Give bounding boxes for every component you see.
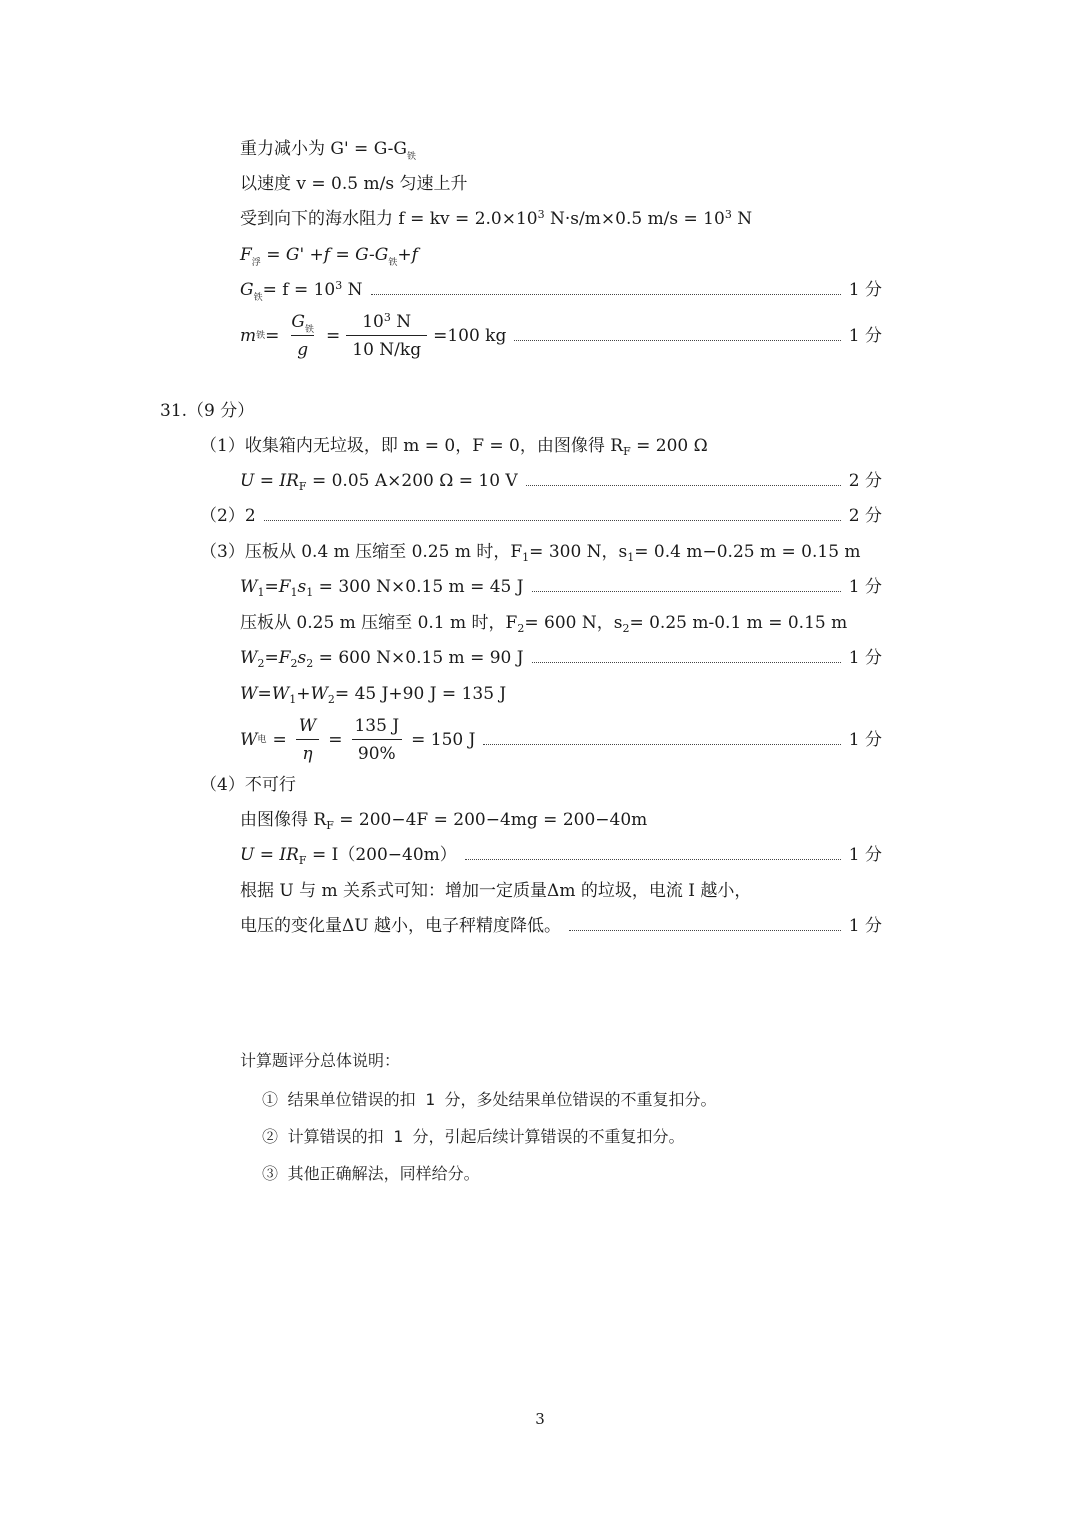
line-water-resistance: 受到向下的海水阻力 f = kv = $2.0\times 10^3$ N·s/m×0.5 $m/s = 10^3$ N (240, 208, 753, 229)
q31-part1-voltage: $U = IR_F = 0.05$ A×200 Ω = 10 V 2 分 (240, 467, 882, 495)
q31-part4-conclusion: 电压的变化量ΔU 越小，电子秤精度降低。 1 分 (240, 912, 882, 940)
score-mark: 1 分 (848, 280, 882, 300)
question-31-title: 31.（9 分） (160, 401, 255, 421)
dot-leader (526, 485, 841, 486)
q31-part4: （4）不可行 (200, 775, 296, 795)
score-mark: 1 分 (848, 845, 882, 865)
fraction-135j-over-90pct: $\frac{135 J}{90\%}$ (348, 716, 405, 765)
dot-leader (532, 591, 841, 592)
score-mark: 1 分 (848, 326, 882, 346)
q31-part4-voltage: $U = IR_F = I(200-40m)$ 1 分 (240, 841, 882, 869)
line-velocity: 以速度 v = 0.5 m/s 匀速上升 (240, 174, 468, 194)
dot-leader (371, 294, 841, 295)
q31-part3-electric-work: W 电 = $\frac{W}{\eta}$ = $\frac{135 J}{90\%}$ = 150 J 1 分 (240, 710, 882, 770)
line-iron-mass: m 铁 = $\frac{G_铁}{g}$ = $\frac{10^3 N}{10 N/kg}$ =100 kg 1 分 (240, 306, 882, 366)
q31-part1: （1）收集箱内无垃圾，即 m = 0，F = 0，由图像得 $R_F = 200$ Ω (200, 436, 708, 458)
q31-part2: （2）2 2 分 (200, 502, 882, 530)
score-mark: 2 分 (848, 506, 882, 526)
q31-part3-work1: $W_1=F_1s_1 = 300$ N×0.15 m = 45 J 1 分 (240, 573, 882, 601)
q31-part3-work2: $W_2=F_2s_2 = 600$ N×0.15 m = 90 J 1 分 (240, 644, 882, 672)
page-number: 3 (535, 1410, 545, 1428)
score-mark: 1 分 (848, 730, 882, 750)
q31-part3-stage1: （3）压板从 0.4 m 压缩至 0.25 m 时，$F_1= 300$ N，$s_1= 0.4$ m−0.25 m = 0.15 m (200, 542, 861, 564)
dot-leader (569, 930, 841, 931)
notes-title: 计算题评分总体说明： (240, 1051, 401, 1070)
line-buoyancy: $F_浮 = G' +f = G-G_铁+f$ (240, 245, 418, 268)
score-mark: 1 分 (848, 648, 882, 668)
dot-leader (532, 662, 841, 663)
note-item: ② 计算错误的扣 1 分，引起后续计算错误的不重复扣分。 (262, 1127, 685, 1146)
q31-part3-total-work: $W=W_1+W_2= 45$ J+90 J = 135 J (240, 684, 507, 706)
dot-leader (465, 859, 841, 860)
line-iron-weight: $G_铁= f = 10^3$ N 1 分 (240, 276, 882, 304)
dot-leader (264, 520, 841, 521)
line-gravity-reduced: 重力减小为 $G' = G-G_铁$ (240, 139, 416, 162)
fraction-w-over-eta: $\frac{W}{\eta}$ (293, 716, 322, 765)
score-mark: 2 分 (848, 471, 882, 491)
note-item: ① 结果单位错误的扣 1 分，多处结果单位错误的不重复扣分。 (262, 1090, 717, 1109)
note-item: ③ 其他正确解法，同样给分。 (262, 1164, 480, 1183)
dot-leader (514, 340, 840, 341)
fraction-g-iron-over-g: $\frac{G_铁}{g}$ (291, 311, 314, 360)
score-mark: 1 分 (848, 916, 882, 936)
q31-part4-resistance: 由图像得 $R_F = 200-4F = 200-4mg = 200-40m$ (240, 810, 648, 832)
score-mark: 1 分 (848, 577, 882, 597)
q31-part3-stage2: 压板从 0.25 m 压缩至 0.1 m 时，$F_2= 600$ N，$s_2= 0.25$ m-0.1 m = 0.15 m (240, 613, 848, 635)
q31-part4-reasoning: 根据 U 与 m 关系式可知：增加一定质量Δm 的垃圾，电流 I 越小， (240, 881, 752, 901)
dot-leader (483, 744, 840, 745)
fraction-force-over-g: $\frac{10^3 N}{10 N/kg}$ (346, 312, 427, 361)
